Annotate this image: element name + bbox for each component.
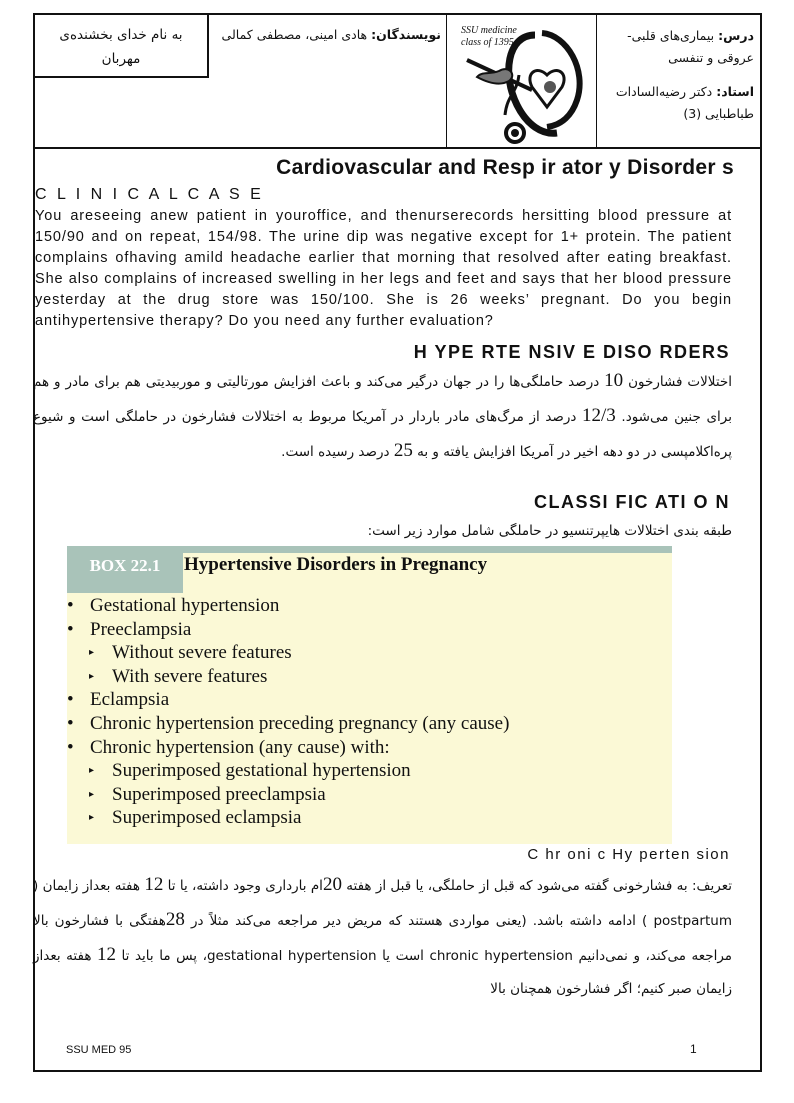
course-label: درس: — [718, 28, 754, 43]
inline-number: 12 — [144, 874, 164, 895]
inline-text: تعریف: به فشارخونی گفته می‌شود که قبل از حاملگی، یا قبل از هفته — [341, 878, 732, 894]
bismillah-cell: به نام خدای بخشنده‌ی مهربان — [35, 15, 209, 78]
bullet-icon: • — [67, 736, 74, 758]
inline-text: ام بارداری وجود داشته، یا تا — [163, 878, 323, 894]
box-list-item — [57, 806, 509, 830]
box-list-item-text: Eclampsia — [90, 689, 170, 711]
bullet-icon: • — [67, 595, 74, 616]
header-table — [35, 15, 760, 149]
logo-text-line-1: SSU medicine — [461, 25, 517, 36]
box-list-item — [57, 594, 509, 618]
inline-text: هفته بعداز زایمان صبر کنیم؛ اگر فشارخون همچنان بالا — [33, 948, 732, 997]
teacher-value: دکتر رضیه‌السادات طباطبایی (3) — [615, 84, 754, 121]
hypertensive-disorders-heading: H YPE RTE NSIV E DISO RDERS — [413, 342, 730, 362]
box-list-item — [57, 618, 509, 642]
box-list-item-text: Gestational hypertension — [90, 595, 280, 616]
page-number: 1 — [690, 1042, 697, 1056]
box-list-item-text: Chronic hypertension (any cause) with: — [90, 736, 390, 758]
bullet-icon: ▸ — [89, 647, 95, 659]
inline-text: درصد رسیده است. — [281, 444, 394, 460]
box-list-item-text: Chronic hypertension preceding pregnancy (any cause) — [90, 712, 510, 734]
clinical-case-text: You areseeing anew patient in youroffice, and thenurserecords hersitting blood pressure at 150/90 and on repeat, 154/98. The urine dip was negative except for 1+ protein. The patient complains ofhaving amild headache earlier that morning that resolved after eating breakfast. She also complains of increased swelling in her legs and feet and says that her blood pressure yesterday at the drug store was 150/100. She is 26 weeks’ pregnant. Do you begin antihypertensive therapy? Do you need any further evaluation? — [35, 208, 732, 329]
inline-number: 20 — [322, 874, 342, 895]
box-list-item-text: With severe features — [112, 665, 268, 687]
inline-number: 25 — [393, 440, 413, 461]
box-title: Hypertensive Disorders in Pregnancy — [184, 554, 488, 575]
course-value: بیماری‌های قلبی-عروقی و تنفسی — [627, 28, 754, 65]
box-list-item — [57, 665, 509, 689]
box-list-item — [57, 712, 509, 736]
document-title: Cardiovascular and Resp ir ator y Disorder s — [276, 156, 734, 179]
box-list-item-text: Superimposed eclampsia — [112, 807, 302, 829]
inline-text: درصد از مرگ‌های مادر باردار در آمریکا مربوط به اختلالات فشارخون در حاملگی است و شیوع پره‌اکلامپسی در دو دهه اخیر در آمریکا افزایش یافته و به — [33, 409, 732, 460]
logo-cell — [447, 15, 597, 147]
box-list-item — [57, 688, 509, 712]
bullet-icon: • — [67, 689, 74, 711]
authors-value: هادی امینی، مصطفی کمالی — [221, 27, 372, 42]
box-22-1 — [67, 546, 672, 844]
box-tag: BOX 22.1 — [67, 546, 183, 593]
stethoscope-heart-logo — [447, 15, 597, 147]
course-cell — [597, 15, 760, 147]
box-list-item — [57, 759, 509, 783]
inline-text: هفتگی با فشارخون بالا مراجعه می‌کند، و نمی‌دانیم chronic hypertension است یا gestational hypertension، پس ما باید تا — [33, 913, 733, 964]
box-list-item — [57, 641, 509, 665]
chronic-hypertension-heading: C hr oni c Hy perten sion — [527, 846, 730, 863]
logo-text-line-2: class of 1395 — [461, 37, 514, 48]
inline-number: 12 — [96, 944, 116, 965]
box-list-item — [57, 736, 509, 760]
box-list — [57, 594, 509, 830]
box-list-item-text: Without severe features — [112, 642, 292, 664]
bullet-icon: ▸ — [89, 670, 95, 682]
chronic-definition-paragraph-fa — [33, 868, 732, 1006]
inline-text: هفته بعداز زایمان ( postpartum ) ادامه داشته باشد. (یعنی مواردی هستند که مریض دیر مراجعه می‌کند مثلاً در — [33, 878, 732, 929]
inline-number: 10 — [604, 370, 624, 391]
box-list-item-text: Preeclampsia — [90, 618, 192, 640]
clinical-case-label: C L I N I C A L C A S E — [35, 186, 264, 203]
bullet-icon: • — [67, 712, 74, 734]
authors-label: نویسندگان: — [371, 27, 441, 42]
inline-number: 12/3 — [582, 405, 616, 426]
teacher-label: استاد: — [716, 84, 754, 99]
bullet-icon: ▸ — [89, 812, 95, 824]
box-list-item-text: Superimposed preeclampsia — [112, 783, 326, 805]
bullet-icon: ▸ — [89, 765, 95, 777]
bullet-icon: • — [67, 618, 74, 640]
inline-text: درصد حاملگی‌ها را در جهان درگیر می‌کند و باعث افزایش مورتالیتی و موربیدیتی هم برای مادر و هم برای جنین می‌شود. — [33, 374, 732, 425]
classification-heading: CLASSI FIC ATI O N — [534, 492, 730, 512]
box-list-item-text: Superimposed gestational hypertension — [112, 760, 411, 782]
authors-cell — [207, 15, 447, 147]
intro-paragraph-fa — [33, 364, 732, 469]
footer-label: SSU MED 95 — [66, 1044, 132, 1056]
classification-intro-fa: طبقه بندی اختلالات هایپرتنسیو در حاملگی شامل موارد زیر است: — [367, 523, 732, 539]
box-list-item — [57, 783, 509, 807]
inline-number: 28 — [165, 909, 185, 930]
bullet-icon: ▸ — [89, 788, 95, 800]
inline-text: اختلالات فشارخون — [623, 374, 732, 390]
